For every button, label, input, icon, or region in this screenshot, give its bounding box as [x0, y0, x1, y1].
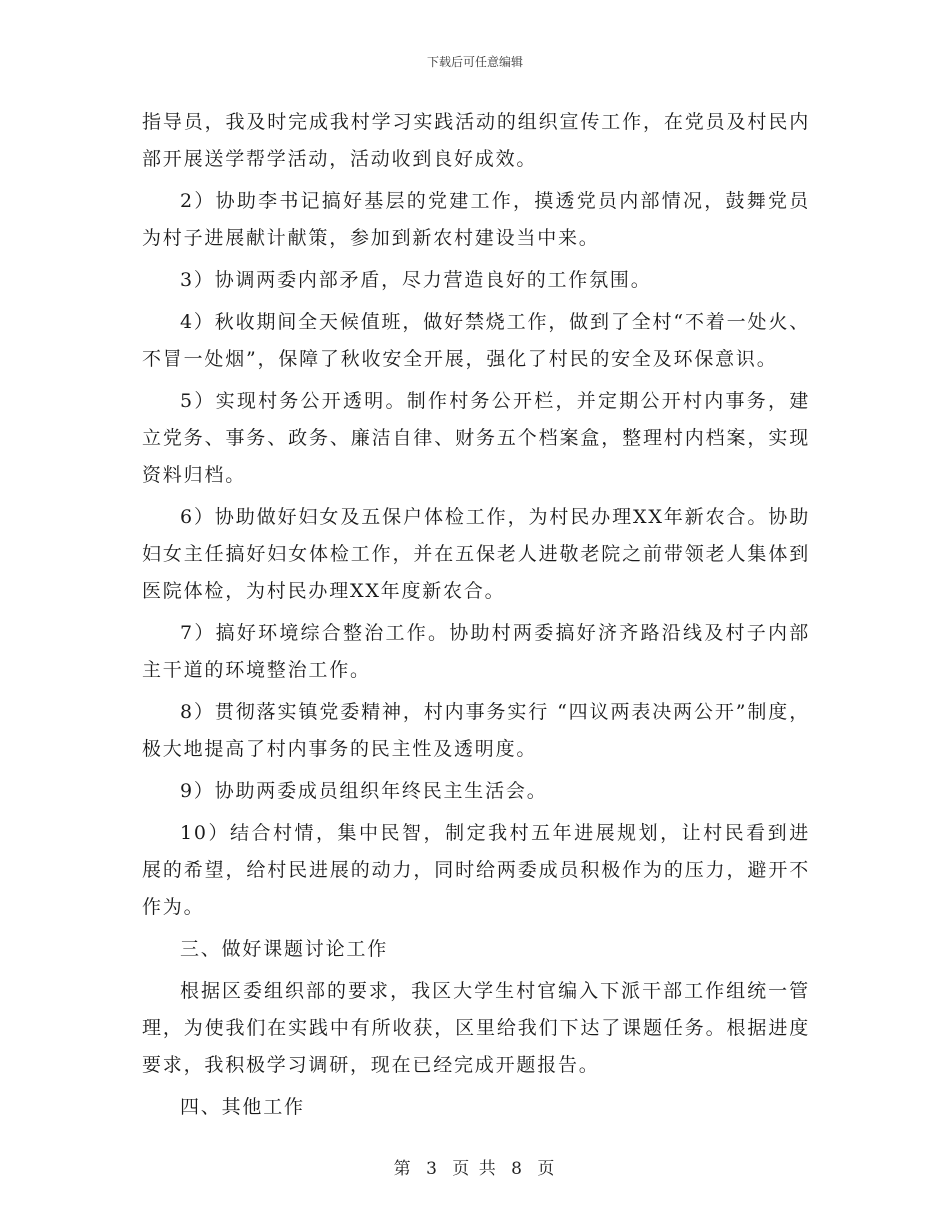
- paragraph: 9）协助两委成员组织年终民主生活会。: [180, 780, 548, 802]
- current-page: 3: [426, 1159, 439, 1179]
- paragraph: 指导员，我及时完成我村学习实践活动的组织宣传工作，在党员及村民内部开展送学帮学活动，活动收到良好成效。: [142, 111, 810, 170]
- section-heading: 三、做好课题讨论工作: [180, 938, 389, 960]
- paragraph: 2）协助李书记搞好基层的党建工作，摸透党员内部情况，鼓舞党员为村子进展献计献策，参加到新农村建设当中来。: [142, 190, 810, 249]
- paragraph: 6）协助做好妇女及五保户体检工作，为村民办理XX年新农合。协助妇女主任搞好妇女体检工作，并在五保老人进敬老院之前带领老人集体到医院体检，为村民办理XX年度新农合。: [142, 506, 810, 602]
- page-header-note: 下载后可任意编辑: [426, 55, 523, 69]
- section-heading: 四、其他工作: [180, 1096, 305, 1118]
- paragraph: 8）贯彻落实镇党委精神，村内事务实行 “四议两表决两公开”制度，极大地提高了村内事务的民主性及透明度。: [142, 701, 810, 760]
- paragraph: 根据区委组织部的要求，我区大学生村官编入下派干部工作组统一管理，为使我们在实践中有所收获，区里给我们下达了课题任务。根据进度要求，我积极学习调研，现在已经完成开题报告。: [142, 980, 810, 1076]
- paragraph: 4）秋收期间全天候值班，做好禁烧工作，做到了全村“不着一处火、不冒一处烟”，保障了秋收安全开展，强化了村民的安全及环保意识。: [142, 311, 810, 370]
- paragraph: 10）结合村情，集中民智，制定我村五年进展规划，让村民看到进展的希望，给村民进展的动力，同时给两委成员积极作为的压力，避开不作为。: [142, 822, 810, 918]
- paragraph: 3）协调两委内部矛盾，尽力营造良好的工作氛围。: [180, 269, 652, 291]
- document-body: [142, 104, 810, 1131]
- paragraph: 5）实现村务公开透明。制作村务公开栏，并定期公开村内事务，建立党务、事务、政务、廉洁自律、财务五个档案盒，整理村内档案，实现资料归档。: [142, 390, 810, 486]
- paragraph: 7）搞好环境综合整治工作。协助村两委搞好济齐路沿线及村子内部主干道的环境整治工作。: [142, 622, 810, 681]
- page-middle: 页 共: [452, 1159, 498, 1179]
- page-prefix: 第: [393, 1159, 413, 1179]
- page-suffix: 页: [537, 1159, 557, 1179]
- page-number-footer: [0, 1154, 950, 1179]
- total-pages: 8: [511, 1159, 524, 1179]
